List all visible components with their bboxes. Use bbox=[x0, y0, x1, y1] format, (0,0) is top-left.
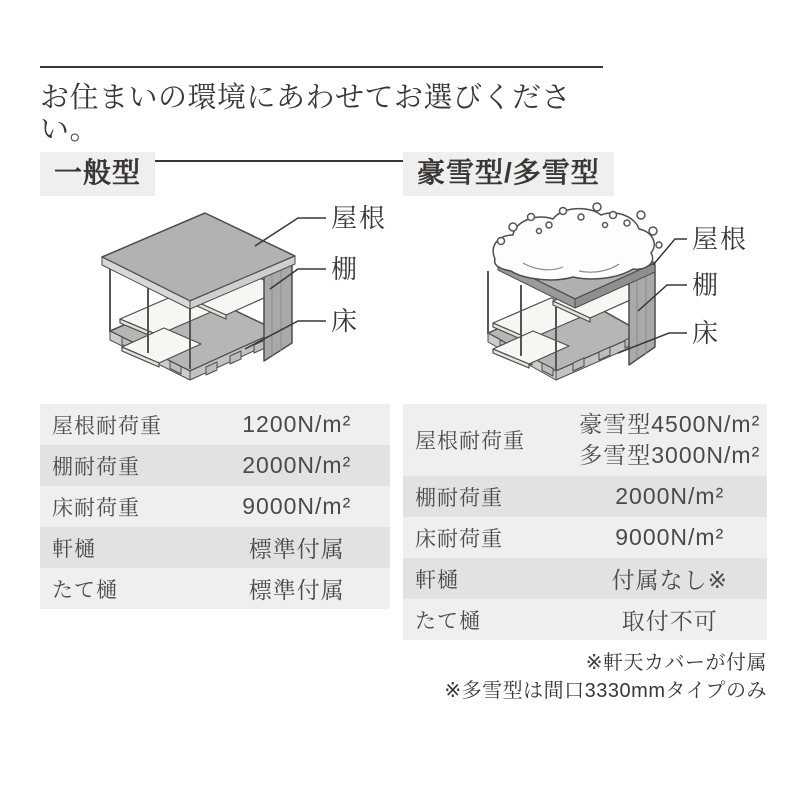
heavy-snow-type-header: 豪雪型/多雪型 bbox=[403, 152, 614, 196]
heavy-snow-spec-table bbox=[403, 404, 767, 640]
shelf-label: 棚 bbox=[331, 254, 360, 285]
spec-label: 床耐荷重 bbox=[52, 496, 140, 520]
floor-label: 床 bbox=[692, 318, 721, 349]
spec-value: 標準付属 bbox=[248, 577, 345, 604]
table-row bbox=[403, 517, 767, 558]
footnotes bbox=[403, 649, 767, 705]
heavy-snow-type-figure bbox=[403, 201, 767, 401]
spec-label: 棚耐荷重 bbox=[415, 486, 503, 510]
spec-value: 2000N/m² bbox=[615, 483, 725, 510]
snow-mound bbox=[493, 209, 654, 280]
shed-illustration bbox=[40, 201, 390, 401]
spec-value: 1200N/m² bbox=[242, 411, 352, 438]
shelf-label: 棚 bbox=[692, 270, 721, 301]
table-row bbox=[403, 404, 767, 476]
heavy-snow-type-column bbox=[403, 152, 767, 705]
table-row bbox=[403, 476, 767, 517]
table-row bbox=[40, 527, 390, 568]
snow-shed-illustration bbox=[403, 201, 763, 401]
spec-label: たて樋 bbox=[415, 609, 481, 633]
footnote-eaves-cover: ※軒天カバーが付属 bbox=[585, 652, 767, 675]
spec-value: 9000N/m² bbox=[615, 524, 725, 551]
table-row bbox=[40, 404, 390, 445]
spec-value: 取付不可 bbox=[621, 608, 718, 635]
footnote-multi-snow-width: ※多雪型は間口3330mmタイプのみ bbox=[444, 680, 767, 703]
spec-label: 軒樋 bbox=[52, 537, 96, 561]
roof-load-heavy-snow: 豪雪型4500N/m² bbox=[579, 411, 761, 438]
spec-value bbox=[573, 404, 767, 476]
table-row bbox=[40, 568, 390, 609]
spec-value: 付属なし※ bbox=[611, 567, 728, 594]
roof-load-multi-snow: 多雪型3000N/m² bbox=[579, 442, 761, 469]
table-row bbox=[403, 599, 767, 640]
table-row bbox=[403, 558, 767, 599]
general-spec-table bbox=[40, 404, 390, 609]
general-type-figure bbox=[40, 201, 390, 401]
shed-right-wall bbox=[264, 263, 292, 361]
general-type-column bbox=[40, 152, 390, 609]
page-title: お住まいの環境にあわせてお選びください。 bbox=[40, 66, 603, 162]
roof-label: 屋根 bbox=[331, 203, 388, 234]
general-type-header: 一般型 bbox=[40, 152, 155, 196]
spec-label: 屋根耐荷重 bbox=[52, 414, 162, 438]
spec-label: 軒樋 bbox=[415, 568, 459, 592]
floor-label: 床 bbox=[331, 306, 360, 337]
spec-label: たて樋 bbox=[52, 578, 118, 602]
table-row bbox=[40, 445, 390, 486]
snow-cap bbox=[493, 203, 662, 280]
table-row bbox=[40, 486, 390, 527]
roof-label: 屋根 bbox=[692, 224, 749, 255]
spec-value: 9000N/m² bbox=[242, 493, 352, 520]
spec-value: 標準付属 bbox=[248, 536, 345, 563]
spec-label: 床耐荷重 bbox=[415, 527, 503, 551]
spec-value: 2000N/m² bbox=[242, 452, 352, 479]
spec-label: 屋根耐荷重 bbox=[415, 430, 525, 454]
spec-label: 棚耐荷重 bbox=[52, 455, 140, 479]
